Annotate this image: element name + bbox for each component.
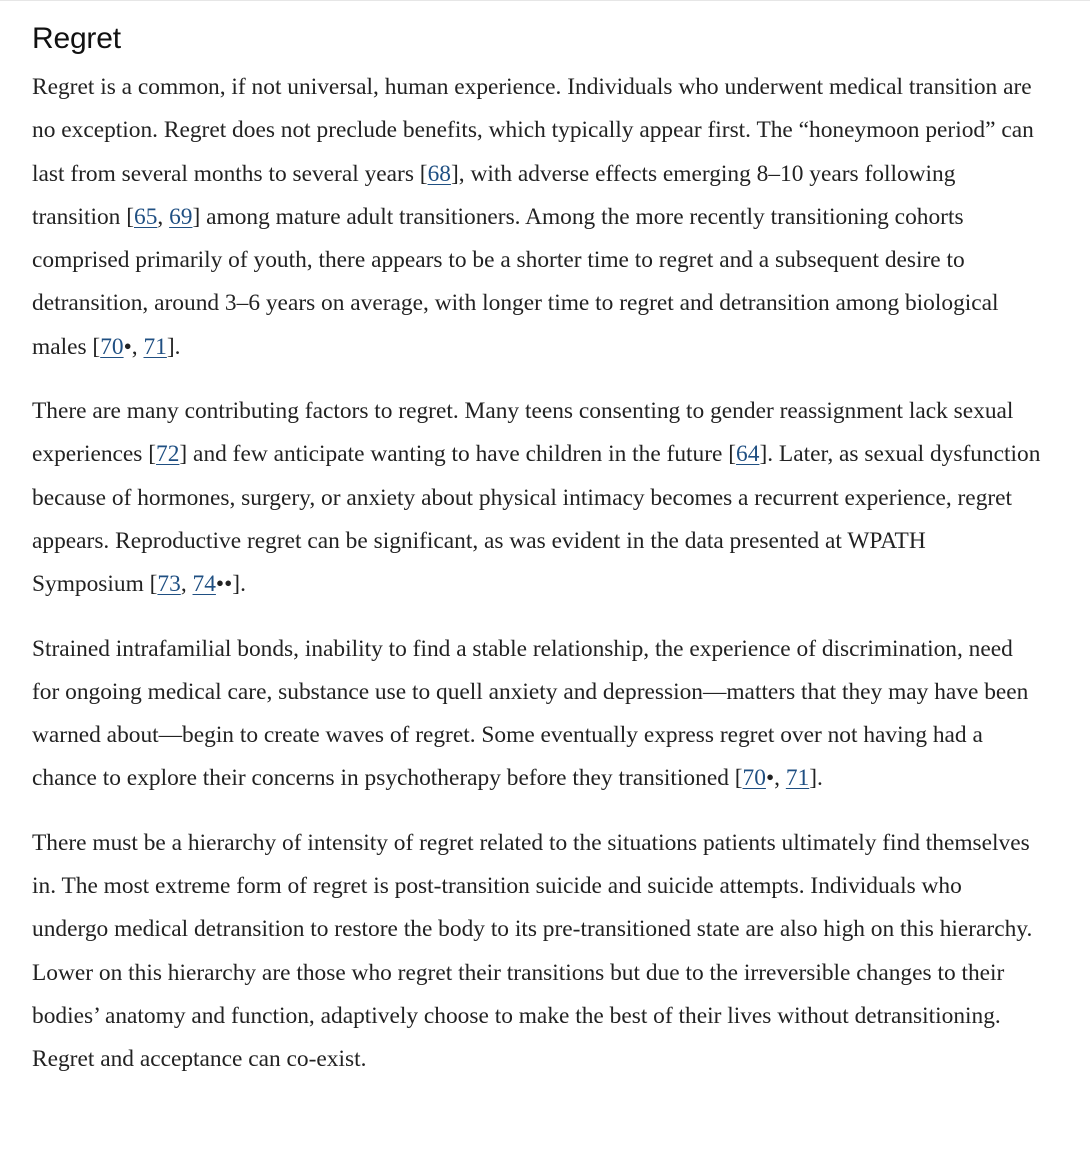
paragraph-text: •, [765,765,786,792]
paragraph-text: There are many contributing factors to regret. Many teens consenting to gender reassignment lack sexual experiences [ [32,398,1014,468]
paragraph-text: ], with adverse effects emerging 8–10 years following transition [ [32,160,956,230]
citation-link-64[interactable]: 64 [736,441,760,468]
citation-link-71[interactable]: 71 [785,765,810,792]
citation-link-69[interactable]: 69 [169,203,193,230]
paragraph-text: ]. [166,333,181,360]
citation-link-74[interactable]: 74 [192,571,216,598]
paragraph-text: Strained intrafamilial bonds, inability to find a stable relationship, the experience of discrimination, need for ongoing medical care, substance use to quell anxiety and depression—matters that they may have been warned about—begin to create waves of regret. Some eventually express regret over not having had a chance to explore their concerns in psychotherapy before they transitioned [ [32,635,1029,792]
citation-link-72[interactable]: 72 [156,441,180,468]
paragraph-3 [32,628,1042,801]
paragraph-text: ] among mature adult transitioners. Among the more recently transitioning cohorts comprised primarily of youth, there appears to be a shorter time to regret and a subsequent desire to detransition, around 3–6 years on average, with longer time to regret and detransition among biological males [ [32,203,999,360]
paragraph-1 [32,66,1042,369]
paragraph-text: , [157,203,170,230]
paragraph-text: ]. Later, as sexual dysfunction because of hormones, surgery, or anxiety about physical intimacy becomes a recurrent experience, regret appears. Reproductive regret can be significant, as was evident in the data presented at WPATH Symposium [ [32,441,1041,598]
citation-link-65[interactable]: 65 [134,203,158,230]
paragraph-text: ••]. [215,571,246,598]
paragraph-text: ]. [809,765,823,792]
citation-link-70[interactable]: 70 [742,765,766,792]
article-section [32,18,1042,1103]
section-body [32,66,1042,1082]
paragraph-2 [32,390,1042,606]
citation-link-73[interactable]: 73 [157,571,181,598]
citation-link-71[interactable]: 71 [143,333,167,360]
paragraph-text: •, [123,333,144,360]
paragraph-text: There must be a hierarchy of intensity of regret related to the situations patients ultimately find themselves in. The most extreme form of regret is post-transition suicide and suicide attempts. Individuals who undergo medical detransition to restore the body to its pre-transitioned state are also high on this hierarchy. Lower on this hierarchy are those who regret their transitions but due to the irreversible changes to their bodies’ anatomy and function, adaptively choose to make the best of their lives without detransitioning. Regret and acceptance can co-exist. [32,829,1033,1073]
top-divider [0,0,1090,1]
paragraph-4 [32,822,1042,1082]
paragraph-text: , [180,571,193,598]
citation-link-68[interactable]: 68 [427,160,451,187]
paragraph-text: ] and few anticipate wanting to have children in the future [ [179,441,737,468]
citation-link-70[interactable]: 70 [100,333,124,360]
paragraph-text: Regret is a common, if not universal, human experience. Individuals who underwent medical transition are no exception. Regret does not preclude benefits, which typically appear first. The “honeymoon period” can last from several months to several years [ [32,74,1034,187]
section-heading: Regret [32,22,121,55]
